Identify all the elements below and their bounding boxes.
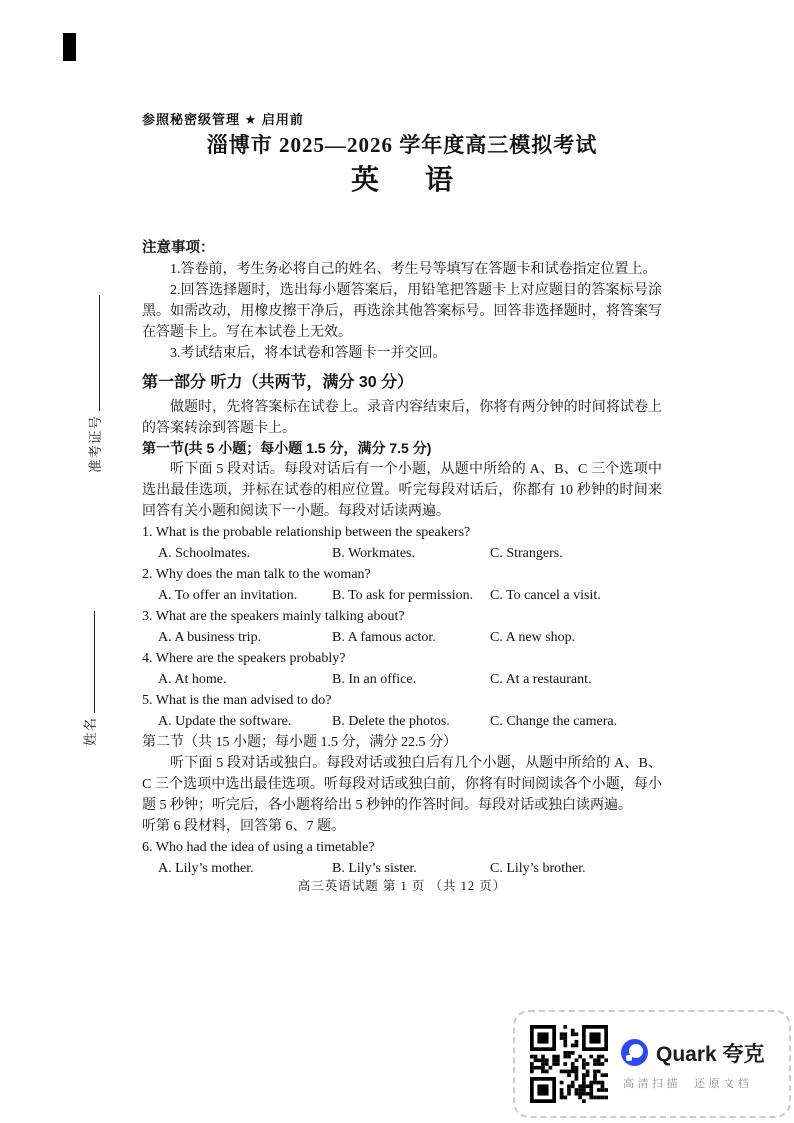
security-classification-note: 参照秘密级管理 ★ 启用前: [142, 112, 304, 127]
subject-char-1: 英: [350, 165, 379, 196]
notice-item-3: 3.考试结束后，将本试卷和答题卡一并交回。: [170, 346, 447, 361]
name-field: [81, 578, 101, 746]
question-3-option-b: B. A famous actor.: [332, 630, 436, 645]
question-4-option-c: C. At a restaurant.: [490, 672, 592, 687]
question-5-option-a: A. Update the software.: [158, 714, 292, 729]
question-1-option-a: A. Schoolmates.: [158, 546, 251, 561]
section2-intro: 听下面 5 段对话或独白。每段对话或独白后有几个小题，从题中所给的 A、B、C 三个选项中选出最佳选项。听每段对话或独白前，你将有时间阅读各个小题，每小题 5 秒钟；听完后，各小题将给出 5 秒钟的作答时间。每段对话或独白读两遍。: [142, 756, 662, 813]
quark-brand-name: Quark 夸克: [656, 1042, 765, 1066]
page-title: 淄博市 2025—2026 学年度高三模拟考试: [206, 133, 598, 157]
question-3-option-c: C. A new shop.: [490, 630, 576, 645]
question-6: [142, 837, 662, 879]
exam-number-field: [86, 283, 106, 473]
question-1: [142, 522, 662, 564]
exam-number-label: 准考证号: [88, 415, 103, 473]
print-registration-mark: [63, 33, 76, 61]
question-4-option-a: A. At home.: [158, 672, 227, 687]
notice-heading: 注意事项：: [142, 240, 215, 256]
notice-item-1: 1.答卷前，考生务必将自己的姓名、考生号等填写在答题卡和试卷指定位置上。: [170, 262, 657, 277]
quark-branding: [621, 1038, 765, 1091]
question-1-options: [142, 543, 662, 564]
quark-brand-row: [621, 1038, 765, 1068]
question-3-option-a: A. A business trip.: [158, 630, 262, 645]
question-5: [142, 690, 662, 732]
question-2-option-c: C. To cancel a visit.: [490, 588, 601, 603]
question-1-option-c: C. Strangers.: [490, 546, 563, 561]
question-6-option-b: B. Lily’s sister.: [332, 861, 417, 876]
question-4-option-b: B. In an office.: [332, 672, 417, 687]
notice-item-2: 2.回答选择题时，选出每小题答案后，用铅笔把答题卡上对应题目的答案标号涂黑。如需改动，用橡皮擦干净后，再选涂其他答案标号。回答非选择题时，将答案写在答题卡上。写在本试卷上无效。: [142, 283, 662, 340]
part1-intro: 做题时，先将答案标在试卷上。录音内容结束后，你将有两分钟的时间将试卷上的答案转涂到答题卡上。: [142, 400, 662, 436]
exam-number-blank-line: [87, 295, 100, 411]
question-6-option-c: C. Lily’s brother.: [490, 861, 586, 876]
section2-heading: 第二节（共 15 小题；每小题 1.5 分，满分 22.5 分）: [142, 735, 457, 750]
name-label: 姓名: [83, 717, 98, 746]
question-5-option-c: C. Change the camera.: [490, 714, 618, 729]
question-2-options: [142, 585, 662, 606]
question-1-option-b: B. Workmates.: [332, 546, 415, 561]
question-4-options: [142, 669, 662, 690]
section1-intro: 听下面 5 段对话。每段对话后有一个小题，从题中所给的 A、B、C 三个选项中选出最佳选项，并标在试卷的相应位置。听完每段对话后，你都有 10 秒钟的时间来回答有关小题和阅读下一小题。每段对话读两遍。: [142, 462, 662, 519]
name-blank-line: [82, 611, 95, 713]
question-6-option-a: A. Lily’s mother.: [158, 861, 254, 876]
question-2-option-a: A. To offer an invitation.: [158, 588, 298, 603]
question-3-stem: 3. What are the speakers mainly talking about?: [142, 609, 405, 624]
part1-heading: 第一部分 听力（共两节，满分 30 分）: [142, 374, 414, 391]
question-1-stem: 1. What is the probable relationship between the speakers?: [142, 525, 471, 540]
question-5-stem: 5. What is the man advised to do?: [142, 693, 332, 708]
question-3-options: [142, 627, 662, 648]
quark-logo-icon: [621, 1039, 648, 1066]
question-6-stem: 6. Who had the idea of using a timetable?: [142, 840, 375, 855]
subject-title: [142, 165, 662, 196]
listening-material-note: 听第 6 段材料，回答第 6、7 题。: [142, 819, 345, 834]
quark-scan-watermark: [513, 1010, 791, 1118]
question-5-option-b: B. Delete the photos.: [332, 714, 450, 729]
question-4-stem: 4. Where are the speakers probably?: [142, 651, 346, 666]
question-2-option-b: B. To ask for permission.: [332, 588, 474, 603]
question-2: [142, 564, 662, 606]
subject-char-2: 语: [425, 165, 454, 196]
quark-tagline: 高清扫描 还原文档: [623, 1077, 753, 1090]
qr-code: [530, 1025, 608, 1103]
question-3: [142, 606, 662, 648]
page-footer: 高三英语试题 第 1 页 （共 12 页）: [297, 879, 507, 893]
question-2-stem: 2. Why does the man talk to the woman?: [142, 567, 371, 582]
question-5-options: [142, 711, 662, 732]
section1-heading: 第一节(共 5 小题；每小题 1.5 分，满分 7.5 分): [142, 440, 432, 456]
question-4: [142, 648, 662, 690]
